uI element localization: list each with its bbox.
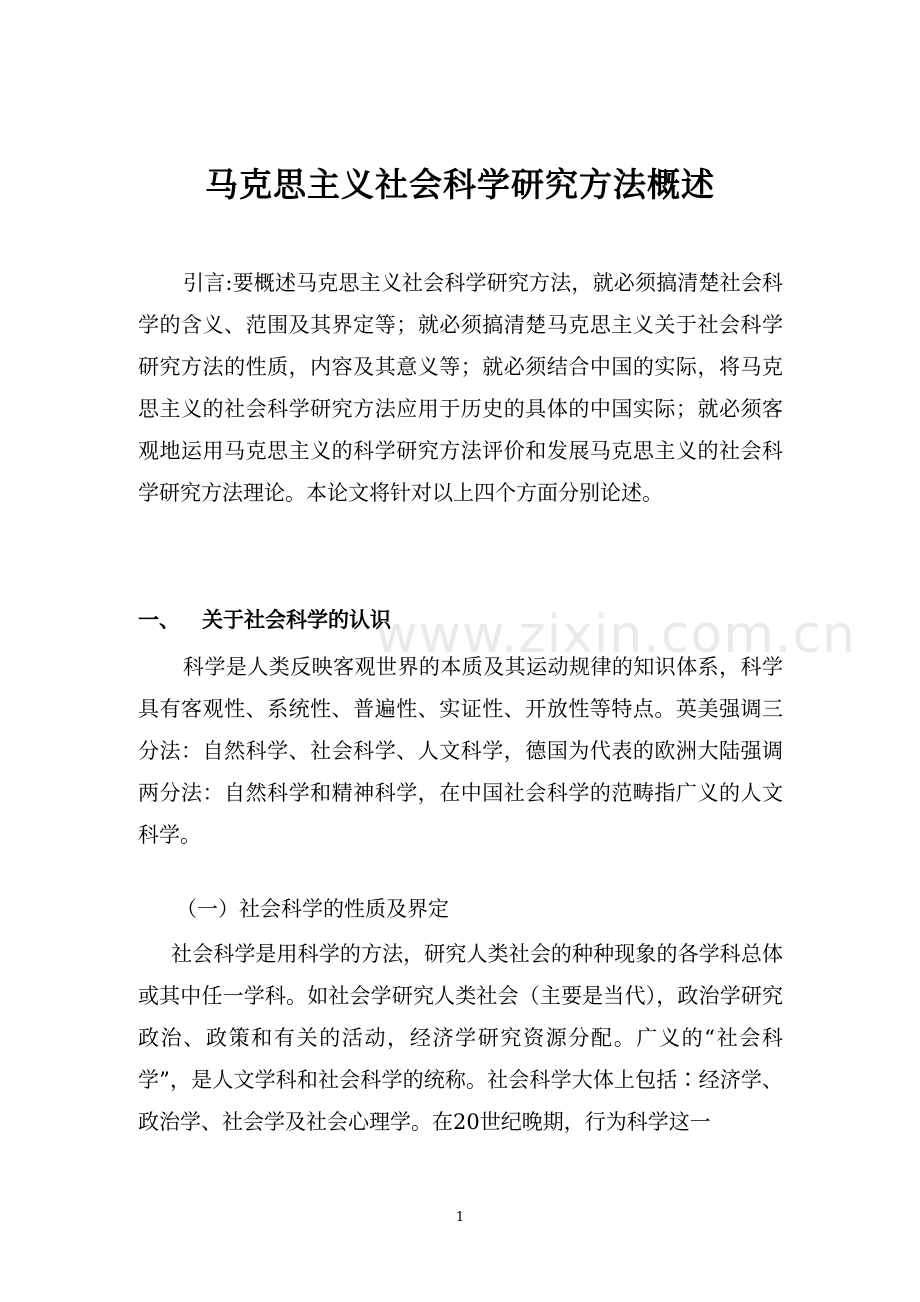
document-title: 马克思主义社会科学研究方法概述: [205, 165, 715, 204]
subsection-heading: （一）社会科学的性质及界定: [176, 897, 449, 921]
section-paragraph: 科学是人类反映客观世界的本质及其运动规律的知识体系，科学具有客观性、系统性、普遍性、实证性、开放性等特点。英美强调三分法：自然科学、社会科学、人文科学，德国为代表的欧洲大陆强调两分法：自然科学和精神科学，在中国社会科学的范畴指广义的人文科学。: [138, 655, 783, 847]
section-title: 关于社会科学的认识: [202, 608, 391, 632]
subsection-paragraph: 社会科学是用科学的方法，研究人类社会的种种现象的各学科总体或其中任一学科。如社会学研究人类社会（主要是当代），政治学研究政治、政策和有关的活动，经济学研究资源分配。广义的“社会科学”，是人文学科和社会科学的统称。社会科学大体上包括∶经济学、政治学、社会学及社会心理学。在20世纪晚期，行为科学这一: [138, 942, 783, 1134]
watermark: www.zixin.com.cn: [375, 605, 856, 665]
section-number: 一、: [138, 608, 180, 632]
section-heading: [138, 600, 391, 640]
page-number: 1: [455, 1210, 465, 1225]
intro-paragraph: 引言:要概述马克思主义社会科学研究方法，就必须搞清楚社会科学的含义、范围及其界定等；就必须搞清楚马克思主义关于社会科学研究方法的性质，内容及其意义等；就必须结合中国的实际，将马克思主义的社会科学研究方法应用于历史的具体的中国实际；就必须客观地运用马克思主义的科学研究方法评价和发展马克思主义的社会科学研究方法理论。本论文将针对以上四个方面分别论述。: [138, 271, 783, 505]
